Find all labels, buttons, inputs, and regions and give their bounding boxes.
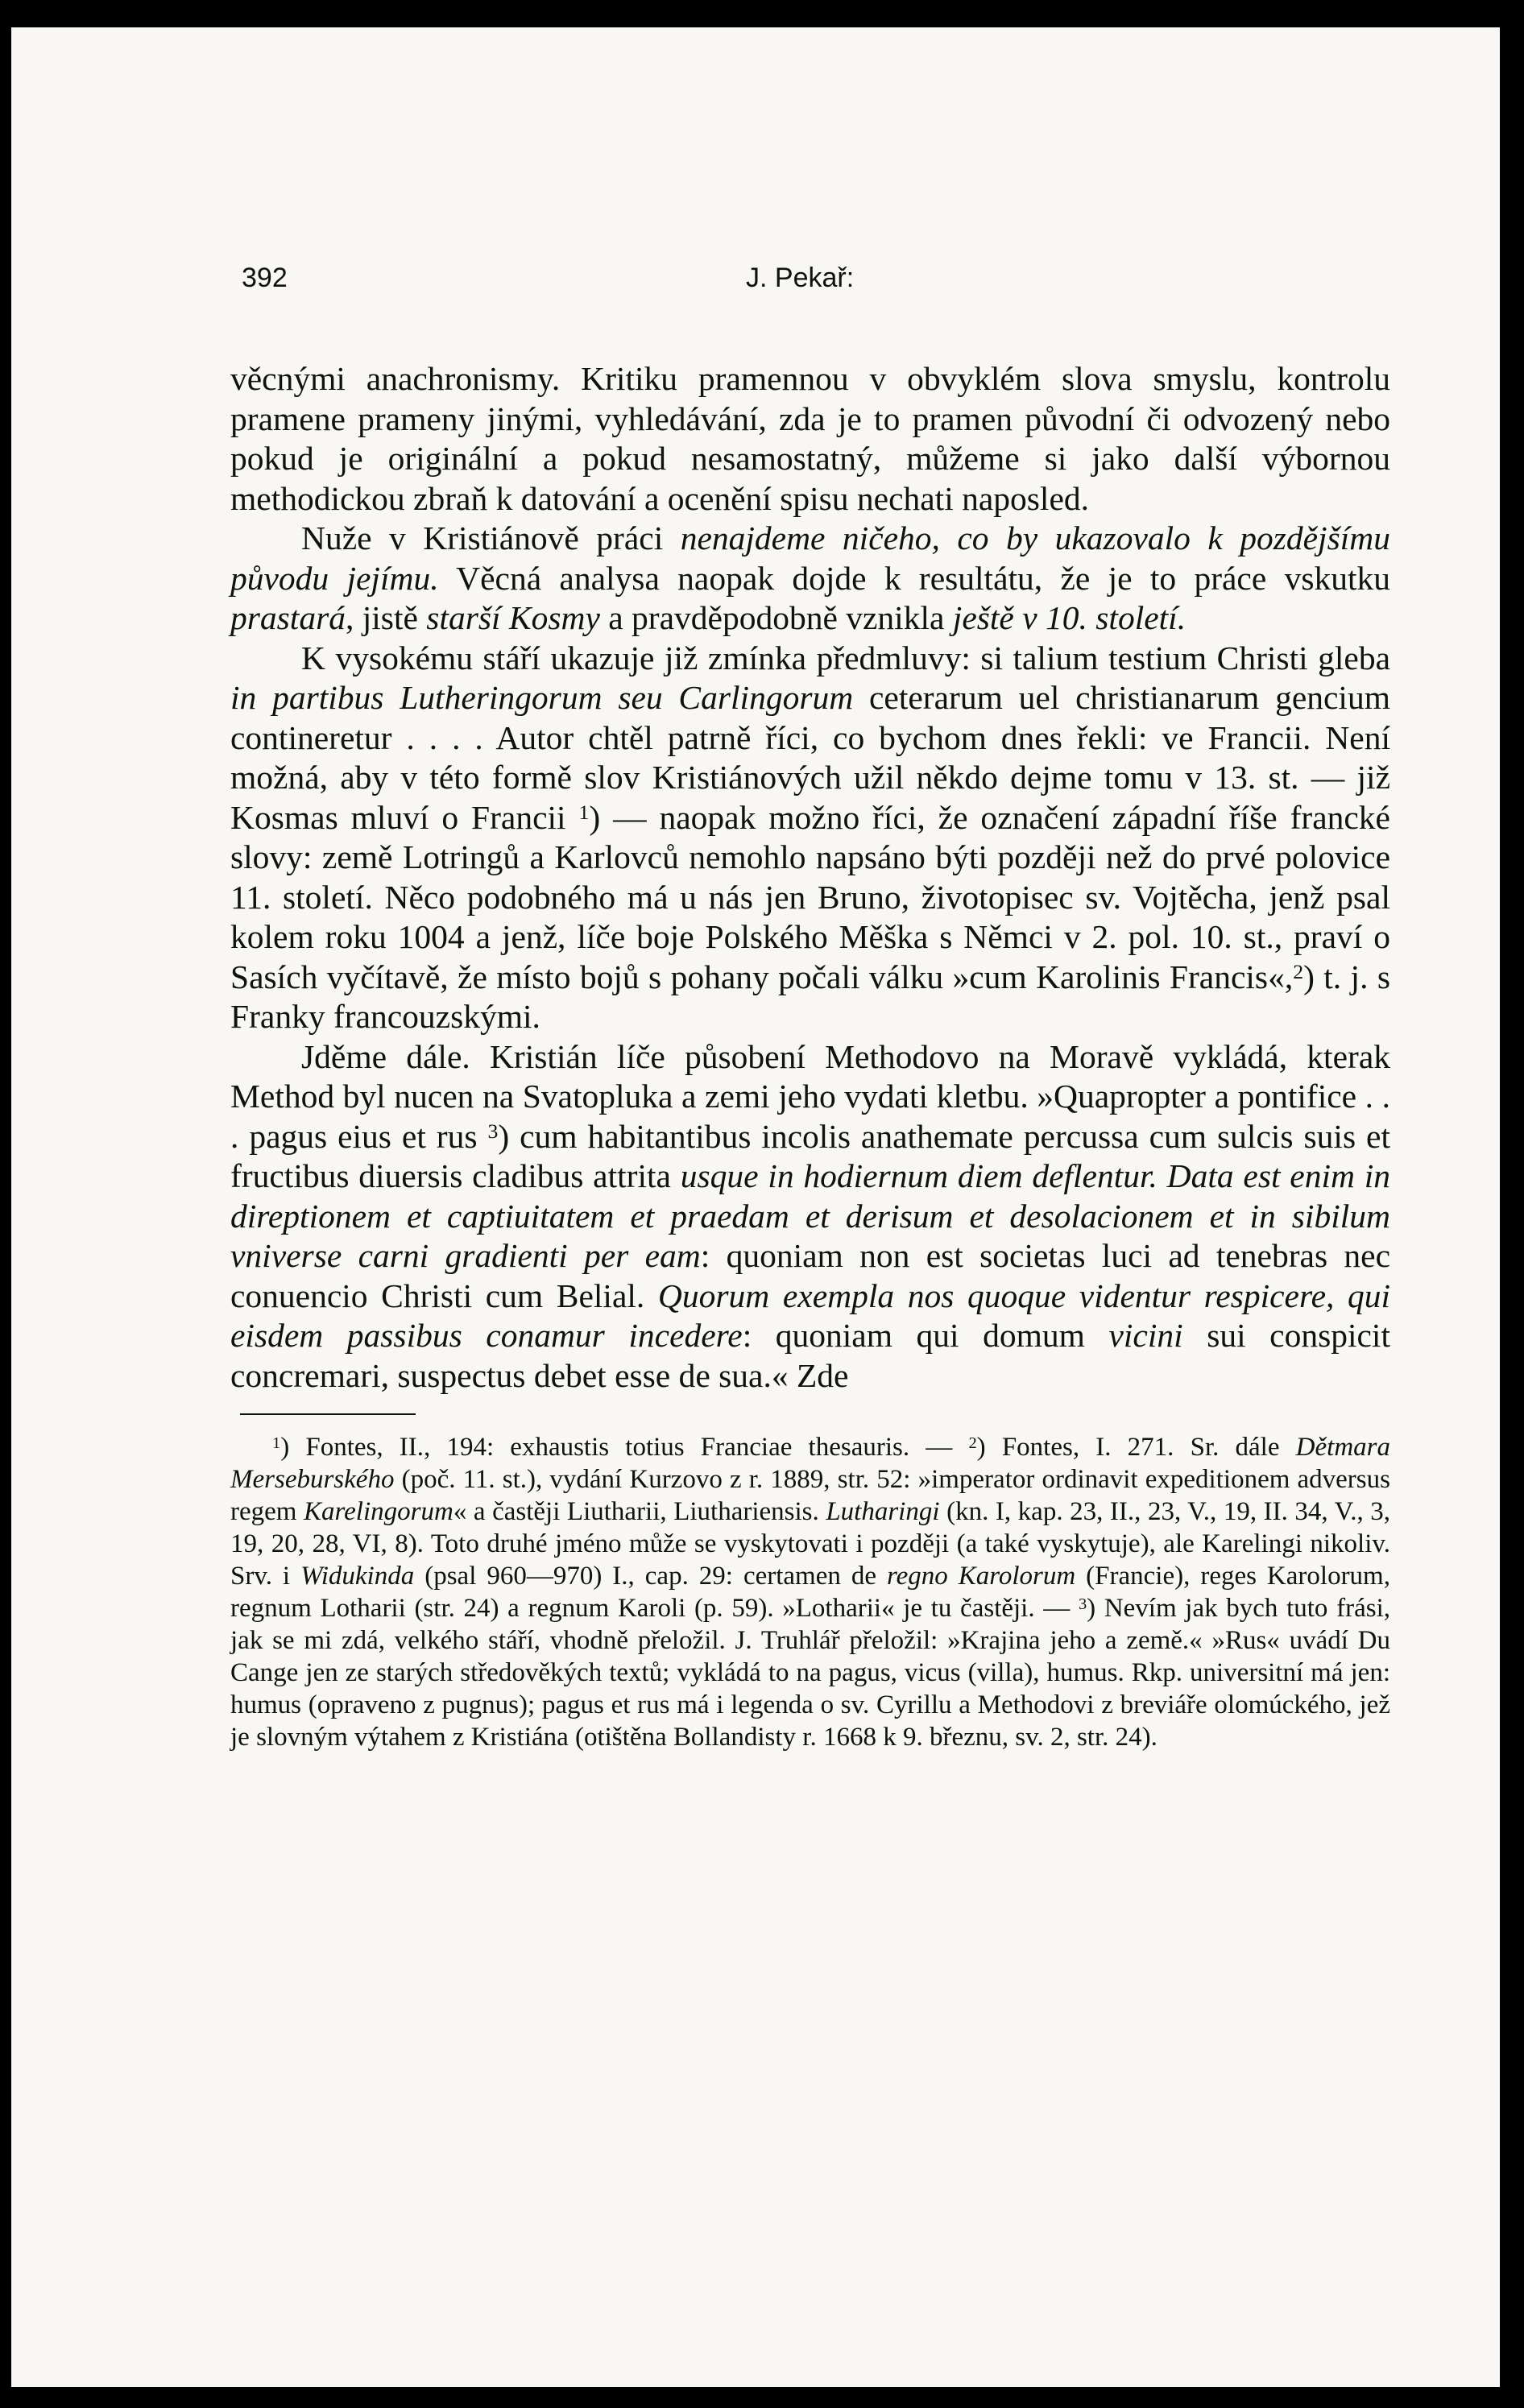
footnote-ref-2: 2 — [1293, 959, 1304, 983]
p2-italic-h: ještě v 10. století. — [952, 599, 1186, 636]
footnote-mark-2: 2 — [968, 1434, 977, 1452]
footnote-ref-1: 1 — [578, 800, 590, 824]
p2-text-e: , jistě — [345, 599, 427, 636]
p2-text-c: Věcná analysa naopak dojde k resultátu, že je to práce vskutku — [438, 559, 1391, 597]
f2-italic-f: Lutharingi — [826, 1497, 940, 1526]
running-title: J. Pekař: — [746, 263, 855, 293]
p4-text-h: sui conspicit concremari, suspectus debet esse de sua.« Zde — [230, 1317, 1390, 1394]
footnotes-block — [230, 1431, 1390, 1753]
p2-text-a: Nuže v Kristiánově práci — [301, 519, 681, 556]
paragraph-3 — [230, 639, 1390, 1037]
running-head — [230, 263, 1390, 303]
p2-italic-b: nenajdeme ničeho, co by ukazovalo k pozdějšímu původu jejímu. — [230, 519, 1390, 597]
main-text — [230, 359, 1390, 1396]
f2-italic-j: regno Karolorum — [886, 1562, 1076, 1591]
f2-italic-d: Karelingorum — [304, 1497, 453, 1526]
f2-text-k: (Francie), reges Karolorum, regnum Lotharii (str. 24) a regnum Karoli (p. 59). »Lotharii« je tu častěji. — — [230, 1562, 1390, 1623]
p2-italic-f: starší Kosmy — [426, 599, 600, 636]
p3-text-e: ) t. j. s Franky francouzskými. — [230, 958, 1390, 1035]
f2-text-a: ) Fontes, I. 271. Sr. dále — [976, 1433, 1296, 1462]
p4-text-a: Jděme dále. Kristián líče působení Methodovo na Moravě vykládá, kterak Method byl nucen na Svatopluka a zemi jeho vydati kletbu. »Quapropter a pontifice . . . pagus eius et rus — [230, 1037, 1390, 1155]
p2-italic-d: prastará — [230, 599, 346, 636]
f2-text-c: (poč. 11. st.), vydání Kurzovo z r. 1889, str. 52: »imperator ordinavit expeditionem adversus regem — [230, 1465, 1390, 1526]
f2-text-i: (psal 960—970) I., cap. 29: certamen de — [414, 1562, 887, 1591]
f2-text-g: (kn. I, kap. 23, II., 23, V., 19, II. 34, V., 3, 19, 20, 28, VI, 8). Toto druhé jméno může se vyskytovati i později (a také vyskytuje), ale Karelingi nikoliv. Srv. i — [230, 1497, 1391, 1591]
p4-text-b: ) cum habitantibus incolis anathemate percussa cum sulcis suis et fructibus diuersis cladibus attrita — [230, 1117, 1390, 1194]
page-content — [230, 263, 1390, 1753]
p4-italic-g: vicini — [1108, 1317, 1183, 1354]
p4-italic-e: Quorum exempla nos quoque videntur respicere, qui eisdem passibus conamur incedere — [230, 1276, 1391, 1354]
footnote-ref-3: 3 — [487, 1119, 499, 1143]
footnote-mark-1: 1 — [272, 1434, 281, 1452]
p3-text-a: K vysokému stáří ukazuje již zmínka předmluvy: si talium testium Christi gleba — [301, 639, 1390, 676]
page-number: 392 — [242, 263, 288, 293]
f2-italic-b: Dětmara Merseburského — [230, 1433, 1390, 1494]
paragraph-2 — [230, 519, 1390, 639]
footnotes — [230, 1431, 1390, 1753]
footnote-mark-3: 3 — [1078, 1595, 1087, 1613]
footnote-3-text: ) Nevím jak bych tuto frási, jak se mi zdá, velkého stáří, vhodně přeložil. J. Truhlář přeložil: »Krajina jeho a země.« »Rus« uvádí Du Cange jen ze starých středověkých textů; vykládá to na pagus, vicus (villa), humus. Rkp. universitní má jen: humus (opraveno z pugnus); pagus et rus má i legenda o sv. Cyrillu a Methodovi z breviáře olomúckého, jež je slovným výtahem z Kristiána (otištěna Bollandisty r. 1668 k 9. březnu, sv. 2, str. 24). — [230, 1594, 1390, 1752]
p3-text-d: ) — naopak možno říci, že označení západní říše francké slovy: země Lotringů a Karlovců nemohlo napsáno býti později než do prvé polovice 11. století. Něco podobného má u nás jen Bruno, životopisec sv. Vojtěcha, jenž psal kolem roku 1004 a jenž, líče boje Polského Měška s Němci v 2. pol. 10. st., praví o Sasích vyčítavě, že místo bojů s pohany počali válku »cum Karolinis Francis«, — [230, 798, 1390, 995]
p2-text-g: a pravděpodobně vznikla — [599, 599, 953, 636]
p3-text-c: ceterarum uel christianarum gencium contineretur . . . . Autor chtěl patrně říci, co bychom dnes řekli: ve Francii. Není možná, aby v této formě slov Kristiánových užil někdo dejme tomu v 13. st. — již Kosmas mluví o Francii — [230, 679, 1390, 836]
p4-italic-c: usque in hodiernum diem deflentur. Data est enim in direptionem et captiuitatem et praedam et derisum et desolacionem et in sibilum vniverse carni gradienti per eam — [230, 1157, 1390, 1274]
footnote-1-text: ) Fontes, II., 194: exhaustis totius Franciae thesauris. — — [280, 1433, 969, 1462]
paragraph-1 — [230, 359, 1390, 519]
f2-text-e: « a častěji Liutharii, Liuthariensis. — [453, 1497, 826, 1526]
paragraph-4 — [230, 1037, 1390, 1396]
p4-text-d: : quoniam non est societas luci ad tenebras nec conuencio Christi cum Belial. — [230, 1237, 1390, 1314]
f2-italic-h: Widukinda — [300, 1562, 415, 1591]
page — [11, 27, 1500, 2387]
footnote-divider — [240, 1413, 416, 1415]
p4-text-f: : quoniam qui domum — [742, 1317, 1109, 1354]
p3-italic-b: in partibus Lutheringorum seu Carlingorum — [230, 679, 854, 716]
paragraph-1-text: věcnými anachronismy. Kritiku pramennou v obvyklém slova smyslu, kontrolu pramene prameny jinými, vyhledávání, zda je to pramen původní či odvozený nebo pokud je originální a pokud nesamostatný, můžeme si jako další výbornou methodickou zbraň k datování a ocenění spisu nechati naposled. — [230, 360, 1390, 517]
